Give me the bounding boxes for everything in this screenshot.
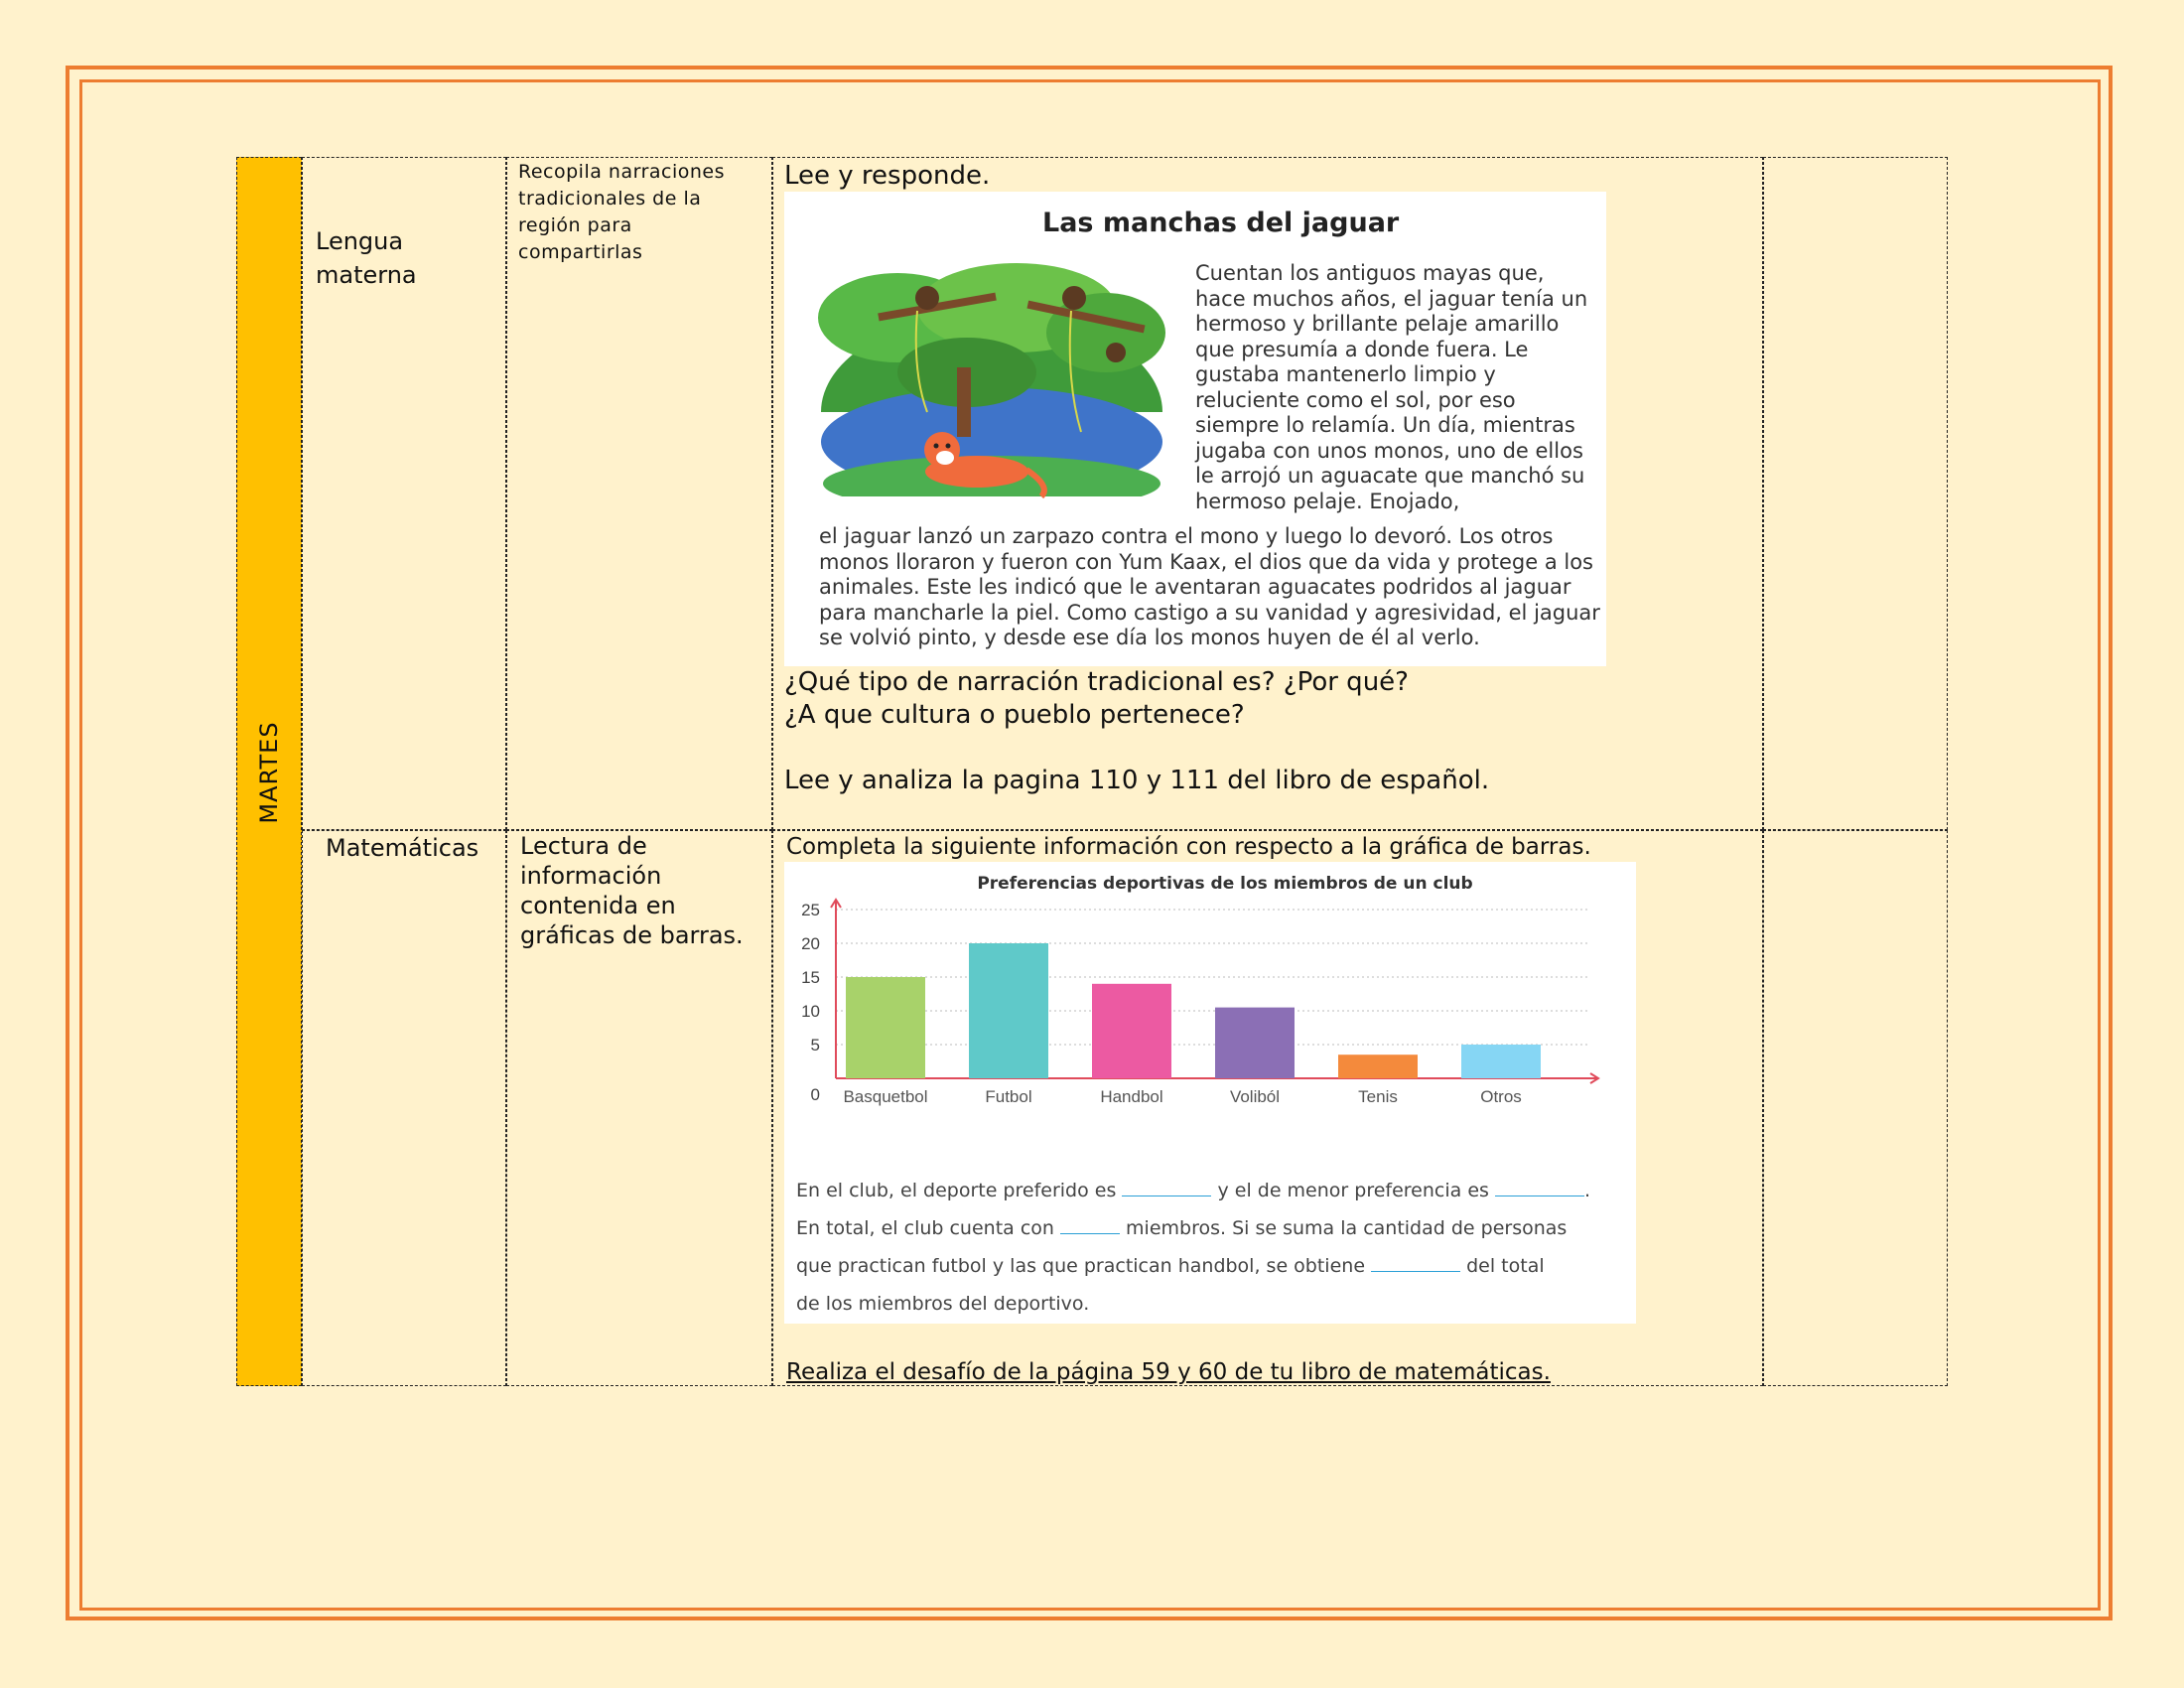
bar-voliból [1215, 1008, 1295, 1078]
fill-text-3b: del total [1466, 1255, 1545, 1277]
bar-handbol [1092, 984, 1171, 1078]
y-tick-label-0: 0 [810, 1085, 820, 1104]
fill-text-1a: En el club, el deporte preferido es [796, 1180, 1117, 1201]
bar-basquetbol [846, 977, 925, 1078]
reading-title: Las manchas del jaguar [1042, 208, 1400, 238]
x-tick-label-voliból: Voliból [1229, 1087, 1281, 1106]
fill-line-1: En el club, el deporte preferido es y el de menor preferencia es . [796, 1172, 1630, 1209]
bar-otros [1461, 1045, 1541, 1078]
fill-text-2b: miembros. Si se suma la cantidad de personas [1126, 1217, 1568, 1239]
y-tick-label-10: 10 [801, 1002, 820, 1021]
fill-text-2a: En total, el club cuenta con [796, 1217, 1054, 1239]
instruction-matematicas: Completa la siguiente información con respecto a la gráfica de barras. [786, 834, 1591, 860]
bar-futbol [969, 943, 1048, 1078]
reading-paragraph-1: Cuentan los antiguos mayas que, hace muchos años, el jaguar tenía un hermoso y brillante pelaje amarillo que presumía a donde fuera. Le gustaba mantenerlo limpio y reluciente como el sol, por eso siempre lo relamía. Un día, mientras jugaba con unos monos, uno de ellos le arrojó un aguacate que manchó su hermoso pelaje. Enojado, [1195, 261, 1588, 513]
blank-least-sport[interactable] [1495, 1176, 1584, 1196]
x-tick-label-otros: Otros [1480, 1087, 1522, 1106]
notes-cell-2 [1763, 830, 1948, 1386]
blank-fraction[interactable] [1371, 1251, 1460, 1272]
fill-text-3a: que practican futbol y las que practican handbol, se obtiene [796, 1255, 1366, 1277]
day-label-cell [236, 157, 302, 1386]
subject-cell-2 [302, 830, 506, 1386]
fill-line-3 [796, 1247, 1630, 1285]
instruction-lengua: Lee y responde. [784, 161, 991, 191]
subject-matematicas: Matemáticas [326, 834, 479, 862]
fill-line-2 [796, 1209, 1630, 1247]
question-2: ¿A que cultura o pueblo pertenece? [784, 700, 1245, 730]
fill-line-4: de los miembros del deportivo. [796, 1293, 1090, 1315]
x-tick-label-handbol: Handbol [1100, 1087, 1163, 1106]
objective-matematicas: Lectura de información contenida en gráficas de barras. [520, 832, 744, 949]
task-matematicas-link[interactable]: Realiza el desafío de la página 59 y 60 de tu libro de matemáticas. [786, 1359, 1551, 1385]
blank-total-members[interactable] [1060, 1213, 1120, 1234]
reading-card [784, 192, 1606, 666]
x-tick-label-basquetbol: Basquetbol [843, 1087, 928, 1106]
bar-chart-card [784, 862, 1636, 1324]
fill-text-1b: y el de menor preferencia es [1217, 1180, 1489, 1201]
reading-paragraph-2: el jaguar lanzó un zarpazo contra el mono y luego lo devoró. Los otros monos lloraron y fueron con Yum Kaax, el dios que da vida y protege a los animales. Este les indicó que le aventaran aguacates podridos al jaguar para mancharle la piel. Como castigo a su vanidad y agresividad, el jaguar se volvió pinto, y desde ese día los monos huyen de él al verlo. [819, 524, 1600, 649]
x-tick-label-tenis: Tenis [1358, 1087, 1398, 1106]
chart-title: Preferencias deportivas de los miembros de un club [977, 874, 1473, 894]
bar-chart [784, 892, 1636, 1110]
x-tick-label-futbol: Futbol [985, 1087, 1032, 1106]
notes-cell-1 [1763, 157, 1948, 830]
y-tick-label-20: 20 [801, 934, 820, 953]
jaguar-jungle-illustration [818, 263, 1165, 516]
y-tick-label-5: 5 [810, 1036, 820, 1055]
y-tick-label-15: 15 [801, 968, 820, 987]
bar-tenis [1338, 1055, 1418, 1078]
y-tick-label-25: 25 [801, 901, 820, 919]
objective-lengua: Recopila narraciones tradicionales de la región para compartirlas [518, 161, 726, 263]
subject-lengua: Lengua materna [316, 227, 417, 289]
blank-favorite-sport[interactable] [1122, 1176, 1211, 1196]
day-label: MARTES [255, 721, 283, 824]
question-1: ¿Qué tipo de narración tradicional es? ¿Por qué? [784, 667, 1409, 697]
task-lengua: Lee y analiza la pagina 110 y 111 del libro de español. [784, 766, 1490, 795]
